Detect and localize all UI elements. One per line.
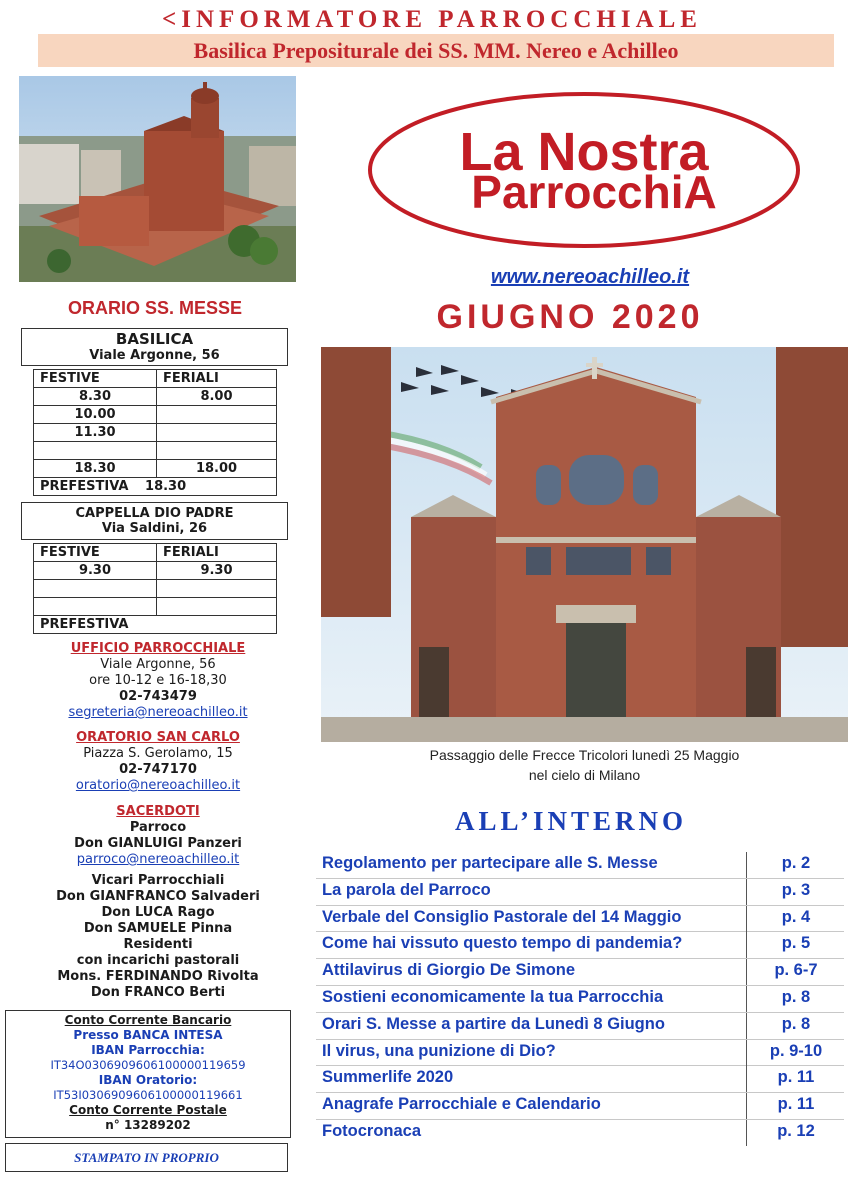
cappella-cell: 9.30 <box>157 562 277 580</box>
parroco-label: Parroco <box>129 820 187 835</box>
orario-title: ORARIO SS. MESSE <box>67 298 243 318</box>
basilica-festive-header: FESTIVE <box>34 370 157 388</box>
cappella-cell <box>34 598 157 616</box>
toc-item[interactable] <box>316 932 844 959</box>
cappella-feriali-header: FERIALI <box>157 544 277 562</box>
basilica-cell: 11.30 <box>34 424 157 442</box>
ufficio-email-link[interactable]: segreteria@nereoachilleo.it <box>68 705 248 720</box>
cappella-name: CAPPELLA DIO PADRE <box>75 506 234 521</box>
basilica-cell <box>157 424 277 442</box>
vicario-name: Don SAMUELE Pinna <box>83 921 233 936</box>
toc-item-page: p. 8 <box>746 986 845 1012</box>
cappella-prefestiva-row <box>34 616 277 634</box>
cappella-schedule-table <box>33 543 277 634</box>
cappella-prefestiva-label: PREFESTIVA <box>40 617 129 632</box>
toc-item-title: Sostieni economicamente la tua Parrocchia <box>322 987 664 1006</box>
toc-item-page: p. 3 <box>746 879 845 905</box>
toc-item[interactable] <box>316 852 844 879</box>
toc-item-page: p. 11 <box>746 1066 845 1092</box>
la-nostra-parrocchia-logo <box>366 90 802 250</box>
vicario-name: Don LUCA Rago <box>101 905 215 920</box>
toc-item-title: Verbale del Consiglio Pastorale del 14 Maggio <box>322 907 682 926</box>
toc-item-page: p. 8 <box>746 1013 845 1039</box>
logo-line1: La Nostra <box>459 122 709 182</box>
cappella-cell <box>34 580 157 598</box>
sacerdoti-block <box>20 804 296 1001</box>
basilica-name: BASILICA <box>115 330 194 348</box>
iban-oratorio-label: IBAN Oratorio: <box>98 1073 198 1087</box>
basilica-cell: 8.00 <box>157 388 277 406</box>
toc-item-title: Regolamento per partecipare alle S. Messe <box>322 854 658 872</box>
ufficio-title: UFFICIO PARROCCHIALE <box>70 641 246 656</box>
cappella-address: Via Saldini, 26 <box>101 521 208 536</box>
basilica-cell: 18.30 <box>34 460 157 478</box>
bank-name: Presso BANCA INTESA <box>73 1028 223 1042</box>
toc-item-page: p. 9-10 <box>746 1040 845 1066</box>
newsletter-subtitle: Basilica Prepositurale dei SS. MM. Nereo e Achilleo <box>193 38 679 63</box>
parroco-email-link[interactable]: parroco@nereoachilleo.it <box>76 852 240 867</box>
issue-month: GIUGNO 2020 <box>436 298 704 336</box>
toc-item[interactable] <box>316 1040 844 1067</box>
bank-account-box <box>5 1010 291 1138</box>
residenti-note: con incarichi pastorali <box>76 953 240 968</box>
cappella-box <box>21 502 288 540</box>
residenti-label: Residenti <box>123 937 193 952</box>
photo-caption-line2: nel cielo di Milano <box>528 767 641 783</box>
basilica-prefestiva-time: 18.30 <box>145 479 187 494</box>
church-facade-photo <box>321 347 848 742</box>
basilica-cell <box>34 442 157 460</box>
basilica-cell: 10.00 <box>34 406 157 424</box>
cappella-festive-header: FESTIVE <box>34 544 157 562</box>
toc-item-page: p. 6-7 <box>746 959 845 985</box>
toc-item-title: Orari S. Messe a partire da Lunedì 8 Giugno <box>322 1014 665 1033</box>
oratorio-title: ORATORIO SAN CARLO <box>76 730 240 745</box>
toc-item[interactable] <box>316 1066 844 1093</box>
cappella-cell <box>157 598 277 616</box>
basilica-schedule-table <box>33 369 277 496</box>
toc-item-title: La parola del Parroco <box>322 880 491 899</box>
photo-caption-line1: Passaggio delle Frecce Tricolori lunedì 25 Maggio <box>429 747 740 763</box>
ufficio-block <box>20 641 296 721</box>
basilica-cell: 18.00 <box>157 460 277 478</box>
basilica-address: Viale Argonne, 56 <box>89 348 220 363</box>
iban-parrocchia-label: IBAN Parrocchia: <box>91 1043 205 1057</box>
ufficio-address: Viale Argonne, 56 <box>100 657 216 672</box>
toc-item-title: Come hai vissuto questo tempo di pandemia? <box>322 934 683 953</box>
iban-oratorio: IT53I0306909606100000119661 <box>53 1088 243 1102</box>
basilica-box <box>21 328 288 366</box>
toc-item[interactable] <box>316 1093 844 1120</box>
stampato-in-proprio: STAMPATO IN PROPRIO <box>5 1143 288 1172</box>
oratorio-block <box>20 730 296 794</box>
oratorio-email-link[interactable]: oratorio@nereoachilleo.it <box>75 778 241 793</box>
ufficio-phone: 02-743479 <box>119 689 197 704</box>
basilica-aerial-photo <box>19 76 296 282</box>
residente-name: Don FRANCO Berti <box>90 985 226 1000</box>
toc-item-title: Attilavirus di Giorgio De Simone <box>322 961 576 980</box>
conto-postale-label: Conto Corrente Postale <box>69 1103 227 1117</box>
cappella-cell: 9.30 <box>34 562 157 580</box>
toc-item-page: p. 4 <box>746 906 845 932</box>
iban-parrocchia: IT34O0306909606100000119659 <box>50 1058 246 1072</box>
sacerdoti-title: SACERDOTI <box>116 804 200 819</box>
toc-item-page: p. 2 <box>746 852 845 878</box>
basilica-cell <box>157 442 277 460</box>
toc-item-page: p. 12 <box>746 1120 845 1146</box>
newsletter-title: <INFORMATORE PARROCCHIALE <box>162 6 702 33</box>
contents-title: ALL’INTERNO <box>454 806 688 836</box>
oratorio-phone: 02-747170 <box>119 762 197 777</box>
basilica-prefestiva-label: PREFESTIVA <box>40 479 129 494</box>
toc-item[interactable] <box>316 986 844 1013</box>
parroco-name: Don GIANLUIGI Panzeri <box>74 836 242 851</box>
toc-item[interactable] <box>316 906 844 933</box>
conto-bancario-label: Conto Corrente Bancario <box>64 1013 232 1027</box>
toc-item[interactable] <box>316 879 844 906</box>
toc-item-title: Summerlife 2020 <box>322 1068 454 1087</box>
cappella-cell <box>157 580 277 598</box>
vicario-name: Don GIANFRANCO Salvaderi <box>56 889 260 904</box>
basilica-feriali-header: FERIALI <box>157 370 277 388</box>
basilica-cell <box>157 406 277 424</box>
photo-caption <box>321 745 848 785</box>
toc-item-title: Fotocronaca <box>322 1121 422 1140</box>
toc-item-page: p. 5 <box>746 932 845 958</box>
basilica-prefestiva-row <box>34 478 277 496</box>
contents-list <box>316 852 844 1146</box>
toc-item[interactable] <box>316 1013 844 1040</box>
conto-postale-number: n° 13289202 <box>105 1118 191 1132</box>
ufficio-hours: ore 10-12 e 16-18,30 <box>89 673 227 688</box>
website-link[interactable]: www.nereoachilleo.it <box>490 266 690 288</box>
basilica-cell: 8.30 <box>34 388 157 406</box>
residente-name: Mons. FERDINANDO Rivolta <box>57 969 259 984</box>
logo-line2: ParrocchiA <box>471 166 717 218</box>
vicari-label: Vicari Parrocchiali <box>91 873 225 888</box>
toc-item[interactable] <box>316 959 844 986</box>
toc-item-title: Anagrafe Parrocchiale e Calendario <box>322 1095 601 1114</box>
toc-item-title: Il virus, una punizione di Dio? <box>322 1041 556 1060</box>
oratorio-address: Piazza S. Gerolamo, 15 <box>83 746 233 761</box>
toc-item[interactable] <box>316 1120 844 1146</box>
toc-item-page: p. 11 <box>746 1093 845 1119</box>
